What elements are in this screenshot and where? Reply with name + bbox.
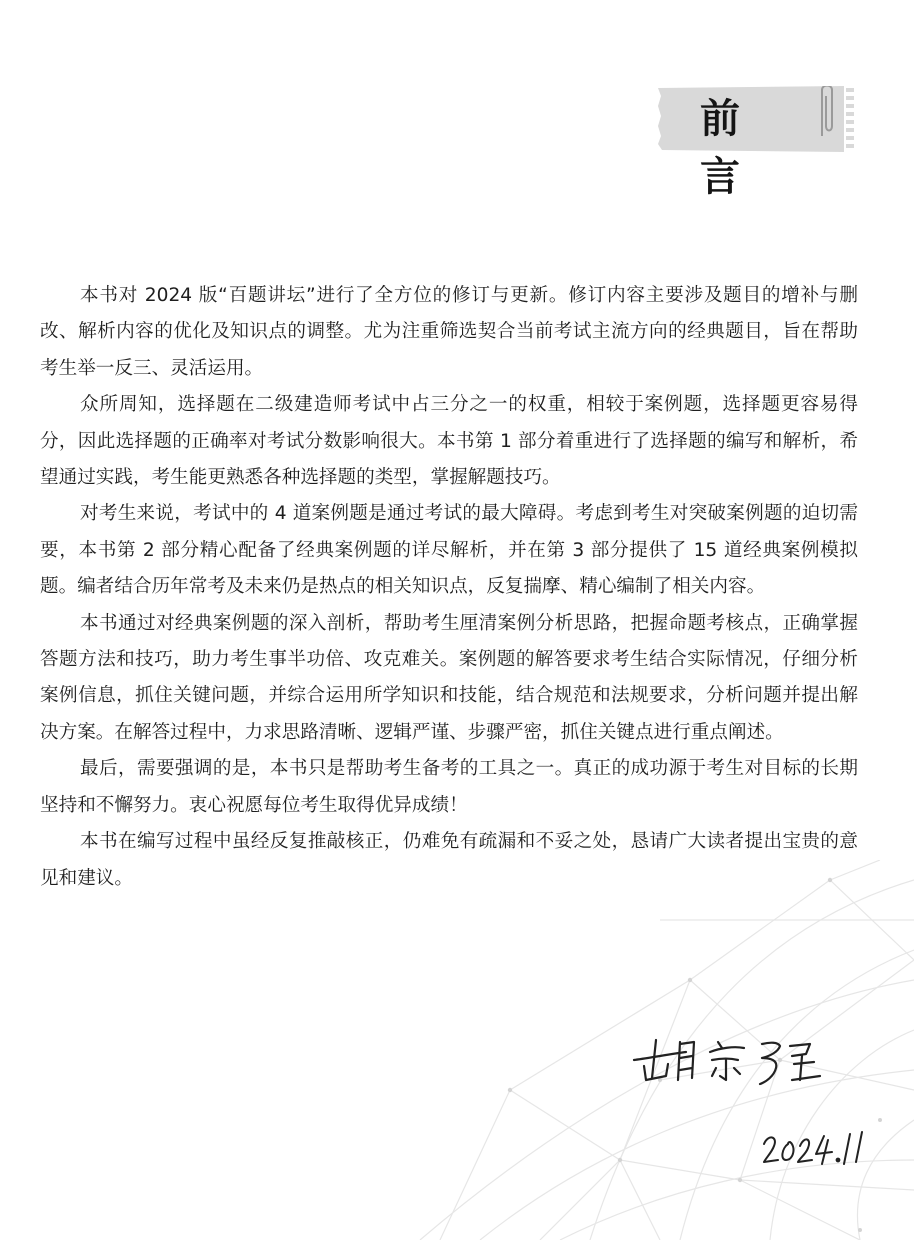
author-signature xyxy=(630,1020,830,1092)
page-title: 前 言 xyxy=(700,96,752,200)
paragraph-2: 众所周知，选择题在二级建造师考试中占三分之一的权重，相较于案例题，选择题更容易得分，因此选择题的正确率对考试分数影响很大。本书第 1 部分着重进行了选择题的编写和解析，希望通过实践，考生能更熟悉各种选择题的类型，掌握解题技巧。 xyxy=(40,394,858,489)
paragraph-5: 最后，需要强调的是，本书只是帮助考生备考的工具之一。真正的成功源于考生对目标的长期坚持和不懈努力。衷心祝愿每位考生取得优异成绩！ xyxy=(40,758,858,816)
handwritten-date xyxy=(758,1118,868,1178)
paragraph-3: 对考生来说，考试中的 4 道案例题是通过考试的最大障碍。考虑到考生对突破案例题的迫切需要，本书第 2 部分精心配备了经典案例题的详尽解析，并在第 3 部分提供了 15 道经典案例模拟题。编者结合历年常考及未来仍是热点的相关知识点，反复揣摩、精心编制了相关内容。 xyxy=(40,503,858,598)
preface-body xyxy=(40,278,858,897)
paragraph-6: 本书在编写过程中虽经反复推敲核正，仍难免有疏漏和不妥之处，恳请广大读者提出宝贵的意见和建议。 xyxy=(40,831,858,889)
paragraph-1: 本书对 2024 版“百题讲坛”进行了全方位的修订与更新。修订内容主要涉及题目的增补与删改、解析内容的优化及知识点的调整。尤为注重筛选契合当前考试主流方向的经典题目，旨在帮助考生举一反三、灵活运用。 xyxy=(40,285,858,379)
paragraph-4: 本书通过对经典案例题的深入剖析，帮助考生厘清案例分析思路，把握命题考核点，正确掌握答题方法和技巧，助力考生事半功倍、攻克难关。案例题的解答要求考生结合实际情况，仔细分析案例信息，抓住关键问题，并综合运用所学知识和技能，结合规范和法规要求，分析问题并提出解决方案。在解答过程中，力求思路清晰、逻辑严谨、步骤严密，抓住关键点进行重点阐述。 xyxy=(40,612,858,743)
